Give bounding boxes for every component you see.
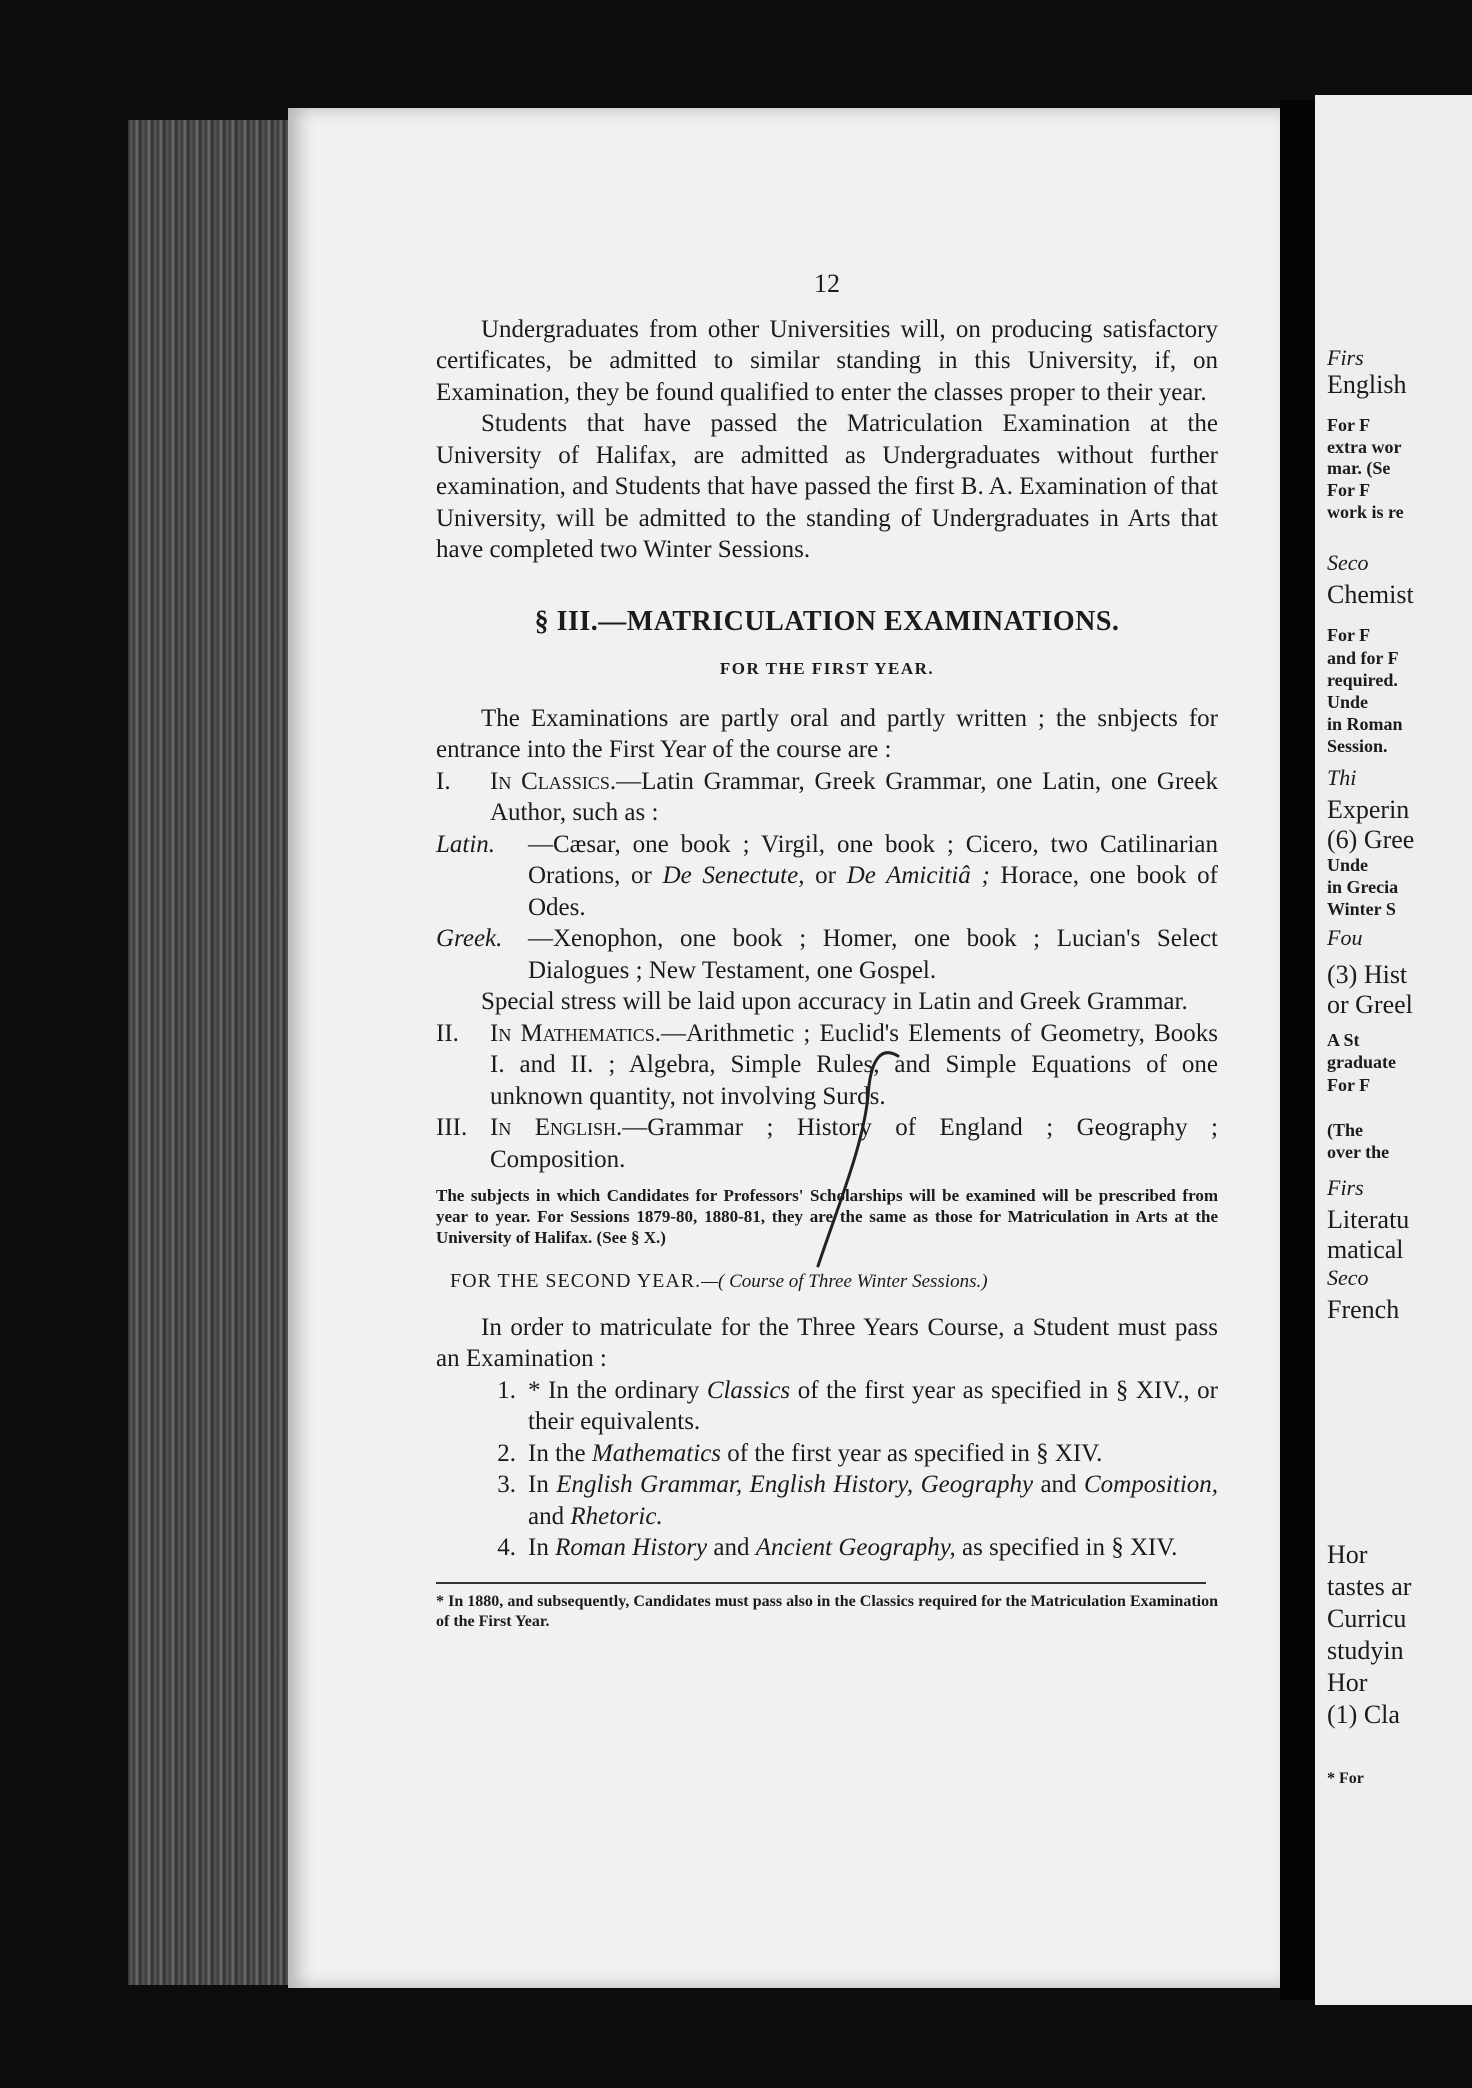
english-label: In English. bbox=[490, 1114, 623, 1141]
requirement-item-4 bbox=[436, 1532, 1218, 1564]
requirement-1-italic: Classics bbox=[706, 1376, 791, 1404]
requirement-4-text-a: In bbox=[528, 1534, 556, 1561]
classics-item bbox=[436, 766, 1218, 829]
scholarship-note: The subjects in which Candidates for Professors' Scholarships will be examined will be prescribed from year to year. For Sessions 1879-80, 1880-81, they are the same as those for Matriculation in Arts at the University of Halifax. (See § X.) bbox=[436, 1186, 1218, 1247]
next-page-line: For F bbox=[1327, 480, 1371, 500]
book-page-edges bbox=[128, 120, 288, 1985]
requirement-3-text-a: In bbox=[528, 1471, 557, 1498]
requirement-item-2 bbox=[436, 1438, 1218, 1470]
intro-paragraph-1: Undergraduates from other Universities will, on producing satisfactory certificates, be admitted to similar standing in this University, if, on Examination, they be found qualified to enter the classes proper to their year. bbox=[436, 315, 1218, 406]
next-page-line: graduate bbox=[1327, 1052, 1396, 1072]
special-stress-note: Special stress will be laid upon accuracy in Latin and Greek Grammar. bbox=[481, 988, 1188, 1015]
greek-text: —Xenophon, one book ; Homer, one book ; Lucian's Select Dialogues ; New Testament, one Gospel. bbox=[528, 925, 1218, 984]
next-page-line: tastes ar bbox=[1327, 1572, 1412, 1601]
first-year-heading: FOR THE FIRST YEAR. bbox=[719, 659, 935, 678]
requirement-4-text-b: and bbox=[707, 1534, 756, 1561]
next-page-line: Fou bbox=[1327, 925, 1363, 950]
second-year-label: FOR THE SECOND YEAR. bbox=[450, 1270, 702, 1292]
intro-paragraph-2: Students that have passed the Matriculation Examination at the University of Halifax, are admitted as Undergraduates without further examination, and Students that have passed the first B. A. Examination of that University, will be admitted to the standing of Undergraduates in Arts that have completed two Winter Sessions. bbox=[436, 410, 1218, 563]
second-year-course: —( Course of Three Winter Sessions.) bbox=[701, 1271, 988, 1292]
latin-label: Latin. bbox=[436, 830, 496, 858]
requirement-item-1 bbox=[436, 1375, 1218, 1438]
next-page-line: mar. (Se bbox=[1327, 458, 1391, 478]
next-page-line: Curricu bbox=[1327, 1604, 1407, 1633]
next-page-line: Thi bbox=[1327, 765, 1357, 790]
next-page-line: Seco bbox=[1327, 1265, 1369, 1290]
requirement-3-italic-1: English Grammar, English History, Geography bbox=[556, 1471, 1034, 1498]
next-page-line: Firs bbox=[1327, 1175, 1364, 1200]
classics-text: —Latin Grammar, Greek Grammar, one Latin, one Greek Author, such as : bbox=[490, 767, 1218, 826]
next-page-line: (3) Hist bbox=[1327, 960, 1408, 989]
mathematics-number: II. bbox=[436, 1019, 459, 1047]
classics-body bbox=[490, 766, 1218, 829]
latin-body bbox=[528, 829, 1218, 924]
classics-number: I. bbox=[436, 767, 451, 795]
next-page-line: For F bbox=[1327, 1075, 1371, 1095]
next-page-line: work is re bbox=[1327, 502, 1404, 522]
page-content bbox=[436, 268, 1218, 1632]
next-page-line: required. bbox=[1327, 670, 1398, 690]
next-page-line: Winter S bbox=[1327, 899, 1396, 919]
latin-text-3: Horace, one book of Odes. bbox=[528, 862, 1218, 921]
next-page-line: Chemist bbox=[1327, 580, 1414, 609]
requirement-2-text-a: In the bbox=[528, 1439, 592, 1467]
handwritten-pen-mark bbox=[798, 1036, 918, 1276]
footnote-rule bbox=[436, 1582, 1206, 1584]
next-page-line: * For bbox=[1327, 1770, 1364, 1787]
requirement-number-1: 1. bbox=[497, 1376, 516, 1404]
next-page-line: studyin bbox=[1327, 1636, 1404, 1665]
latin-title-1: De Senectute, bbox=[662, 862, 805, 889]
second-year-intro: In order to matriculate for the Three Years Course, a Student must pass an Examination : bbox=[436, 1313, 1218, 1372]
mathematics-label: In Mathematics. bbox=[490, 1019, 661, 1047]
requirement-4-italic-1: Roman History bbox=[555, 1534, 708, 1561]
requirement-2-italic: Mathematics bbox=[591, 1439, 722, 1467]
next-page-line: For F bbox=[1327, 415, 1371, 435]
next-page-line: Firs bbox=[1327, 345, 1364, 370]
next-page-line: in Grecia bbox=[1327, 877, 1399, 897]
requirement-1-text-b: of the first year as specified in § XIV., or their equivalents. bbox=[528, 1376, 1218, 1435]
requirement-2-text-b: of the first year as specified in § XIV. bbox=[721, 1439, 1103, 1467]
requirement-number-4: 4. bbox=[497, 1534, 516, 1561]
greek-label: Greek. bbox=[436, 925, 503, 952]
next-page-line: For F bbox=[1327, 625, 1371, 645]
section-heading: § III.—MATRICULATION EXAMINATIONS. bbox=[534, 605, 1120, 637]
next-page-line: or Greel bbox=[1327, 990, 1413, 1019]
requirement-3-italic-3: Rhetoric. bbox=[570, 1502, 663, 1530]
next-page-line: Experin bbox=[1327, 795, 1410, 824]
next-page-line: Literatu bbox=[1327, 1205, 1410, 1234]
next-page-line: Seco bbox=[1327, 550, 1369, 575]
next-page-line: over the bbox=[1327, 1142, 1390, 1162]
requirement-3-italic-2: Composition, bbox=[1083, 1471, 1219, 1498]
requirement-number-3: 3. bbox=[497, 1471, 516, 1498]
first-year-intro: The Examinations are partly oral and partly written ; the snbjects for entrance into the First Year of the course are : bbox=[436, 704, 1218, 763]
requirement-3-text-c: and bbox=[528, 1502, 571, 1530]
next-page-line: (The bbox=[1327, 1120, 1363, 1140]
requirement-1-text-a: * In the ordinary bbox=[528, 1376, 707, 1404]
latin-title-2: De Amicitiâ ; bbox=[846, 862, 990, 889]
requirement-3-text-b: and bbox=[1033, 1471, 1084, 1498]
next-page-line: French bbox=[1327, 1295, 1400, 1324]
latin-text-1: —Cæsar, one book ; Virgil, one book ; Cicero, two Catilinarian Orations, or bbox=[528, 830, 1218, 889]
greek-item bbox=[436, 923, 1218, 986]
next-page-line: (6) Gree bbox=[1327, 825, 1415, 854]
next-page-line: matical bbox=[1327, 1235, 1404, 1264]
book-page bbox=[288, 108, 1280, 1988]
next-page-line: Unde bbox=[1327, 692, 1369, 712]
requirement-item-3 bbox=[436, 1469, 1218, 1532]
next-page-line: Unde bbox=[1327, 855, 1369, 875]
book-gutter bbox=[1280, 100, 1315, 2000]
requirement-number-2: 2. bbox=[497, 1439, 516, 1467]
next-page-line: in Roman bbox=[1327, 714, 1403, 734]
next-page-line: English bbox=[1327, 370, 1407, 399]
next-page-line: Hor bbox=[1327, 1668, 1368, 1697]
english-text: —Grammar ; History of England ; Geography ; Composition. bbox=[490, 1114, 1218, 1173]
next-page-line: A St bbox=[1327, 1030, 1360, 1050]
requirement-4-italic-2: Ancient Geography, bbox=[755, 1534, 956, 1561]
page-number: 12 bbox=[814, 269, 840, 298]
next-page-line: extra wor bbox=[1327, 437, 1402, 457]
english-number: III. bbox=[436, 1114, 468, 1141]
footnote: * In 1880, and subsequently, Candidates must pass also in the Classics required for the Matriculation Examination of the First Year. bbox=[436, 1592, 1218, 1630]
next-page-line: Session. bbox=[1327, 736, 1388, 756]
next-page-line: Hor bbox=[1327, 1540, 1368, 1569]
requirement-4-text-c: as specified in § XIV. bbox=[955, 1534, 1178, 1561]
latin-item bbox=[436, 829, 1218, 924]
mathematics-text: —Arithmetic ; Euclid's Elements of Geometry, Books I. and II. ; Algebra, Simple Rules, and Simple Equations of one unknown quantity, not involving Surds. bbox=[490, 1019, 1218, 1110]
next-page-fragment bbox=[1315, 95, 1472, 2005]
next-page-line: and for F bbox=[1327, 648, 1399, 668]
latin-text-2: or bbox=[804, 862, 847, 889]
classics-label: In Classics. bbox=[490, 767, 617, 795]
next-page-line: (1) Cla bbox=[1327, 1700, 1400, 1729]
